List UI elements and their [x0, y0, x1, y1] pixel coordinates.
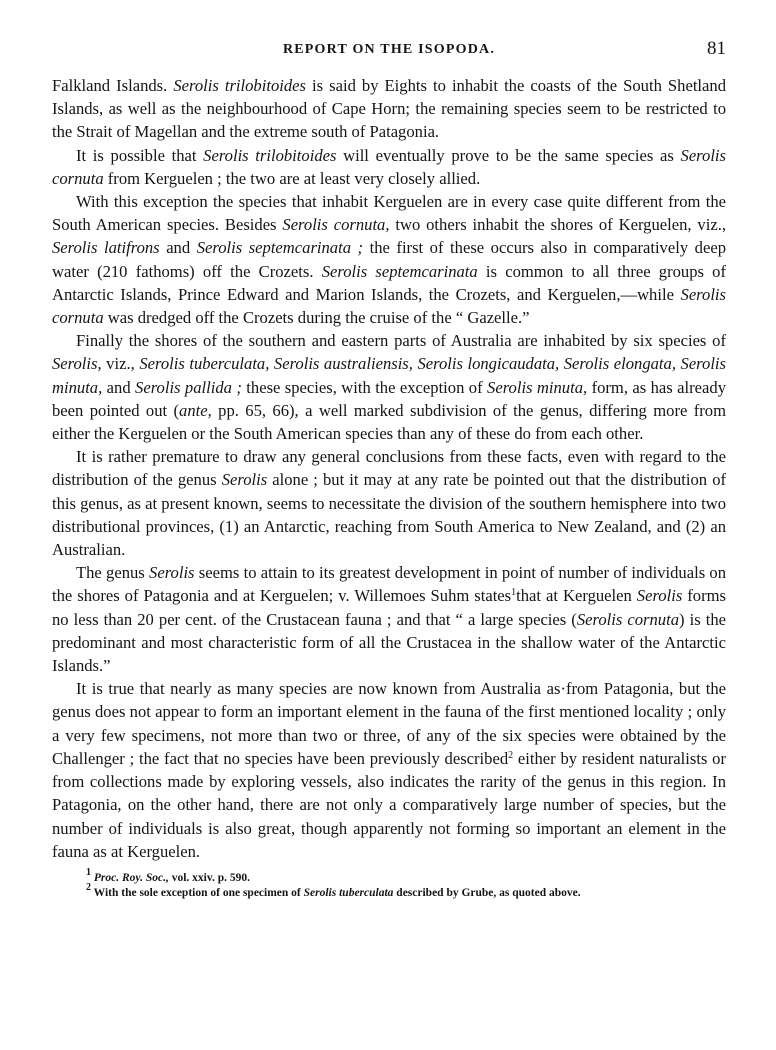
footnote-marker: 2 [86, 881, 91, 893]
paragraph [52, 144, 726, 190]
text-run: It is possible that [76, 145, 204, 165]
footnote-marker: 2 [508, 749, 514, 761]
text-run: these species, with the exception of [241, 377, 488, 397]
footnotes [86, 866, 726, 901]
italic-text: Serolis pallida ; [135, 377, 242, 397]
italic-text: Serolis tuberculata [303, 886, 394, 899]
paragraph [52, 74, 726, 144]
text-run: was dredged off the Crozets during the cruise of the “ Gazelle.” [103, 308, 530, 328]
italic-text: Serolis trilobitoides [173, 76, 306, 95]
footnote-marker: 1 [511, 587, 517, 599]
text-run: is said by Eights to inhabit the coasts of the South Shetland Islands, as well as the neighbourhood of Cape Horn; the remaining species seem to be restricted to the Strait of Magellan and the extreme south of Patagonia. [52, 76, 727, 142]
text-run: With this exception the species that inhabit Kerguelen are in every case quite different from the South American species. Besides [52, 192, 726, 235]
footnote-marker: 1 [86, 866, 91, 878]
text-run: and [159, 238, 197, 258]
italic-text: Serolis latifrons [52, 238, 160, 258]
text-run: from Kerguelen ; the two are at least very closely allied. [103, 168, 481, 188]
italic-text: Serolis [221, 470, 268, 490]
text-run: alone ; but it may at any rate be pointed out that the distribution of this genus, as at present known, seems to necessitate the division of the southern hemisphere into two distributional provinces, (1) an Antarctic, reaching from South America to New Zealand, and (2) an Australian. [52, 470, 727, 560]
italic-text: Serolis cornuta [576, 609, 680, 629]
italic-text: Serolis [636, 586, 683, 606]
document-page [52, 40, 726, 901]
text-run: the first of these occurs also in comparatively deep water (210 fathoms) off the Crozets. [52, 238, 726, 281]
italic-text: ante, [179, 400, 212, 420]
paragraph [52, 561, 726, 677]
text-run: pp. 65, 66), a well marked subdivision of the genus, differing more from either the Kerguelen or the South American species than any of these do from each other. [52, 400, 726, 444]
paragraph [52, 677, 726, 863]
italic-text: Serolis trilobitoides [203, 145, 337, 165]
italic-text: Serolis cornuta [52, 284, 726, 328]
italic-text: Serolis cornuta, [282, 215, 390, 235]
text-run: form, as has already been pointed out ( [52, 377, 726, 420]
paragraph [52, 190, 726, 329]
italic-text: Serolis, [52, 354, 102, 374]
running-title: REPORT ON THE ISOPODA. [282, 42, 496, 57]
text-run: vol. xxiv. p. 590. [168, 871, 250, 884]
text-run: described by Grube, as quoted above. [393, 886, 581, 899]
text-run: viz., [101, 354, 140, 374]
text-run: is common to all three groups of Antarctic Islands, Prince Edward and Marion Islands, the Crozets, and Kerguelen,—while [52, 261, 727, 304]
paragraph [52, 445, 726, 561]
italic-text: Serolis septemcarinata [321, 261, 478, 281]
text-run: With the sole exception of one specimen of [91, 886, 304, 899]
text-run: two others inhabit the shores of Kerguelen, viz., [389, 215, 726, 235]
italic-text: Serolis [149, 563, 195, 583]
footnote [86, 866, 726, 886]
text-run: either by resident naturalists or from collections made by exploring vessels, also indicates the rarity of the genus in this region. In Patagonia, on the other hand, there are not only a comparatively large number of species, but the number of individuals is also great, though apparently not forming so important an element in the fauna as at Kerguelen. [52, 748, 726, 861]
text-run: It is true that nearly as many species are now known from Australia as·from Patagonia, but the genus does not appear to form an important element in the fauna of the first mentioned locality ; only a very few specimens, not more than two or three, of any of the six species were obtained by the Challenger ; the fact that no species have been previously described [52, 679, 726, 768]
paragraph [52, 329, 726, 445]
italic-text: Serolis tuberculata, Serolis australiensis, Serolis longicaudata, Serolis elongata, Serolis minuta, [52, 354, 727, 397]
text-run: The genus [76, 563, 150, 583]
text-run: will eventually prove to be the same species as [336, 145, 681, 165]
text-run: and [102, 377, 136, 397]
italic-text: Serolis septemcarinata ; [196, 238, 364, 258]
text-run: that at Kerguelen [516, 586, 637, 606]
page-number: 81 [707, 38, 726, 59]
footnote [86, 881, 726, 901]
running-header [52, 40, 726, 74]
italic-text: Serolis cornuta [52, 145, 726, 188]
text-run: seems to attain to its greatest development in point of number of individuals on the shores of Patagonia and at Kerguelen; v. Willemoes Suhm states [52, 563, 726, 606]
text-run: forms no less than 20 per cent. of the Crustacean fauna ; and that “ a large species ( [52, 586, 726, 629]
italic-text: Serolis minuta, [487, 377, 588, 397]
text-run: Falkland Islands. [52, 76, 174, 95]
text-run: It is rather premature to draw any general conclusions from these facts, even with regard to the distribution of the genus [52, 447, 726, 490]
text-run: Finally the shores of the southern and eastern parts of Australia are inhabited by six species of [76, 331, 726, 351]
body-text [52, 74, 726, 863]
italic-text: Proc. Roy. Soc., [93, 871, 169, 884]
text-run: ) is the predominant and most characteristic form of all the Crustacea in the shallow water of the Antarctic Islands.” [52, 609, 727, 676]
